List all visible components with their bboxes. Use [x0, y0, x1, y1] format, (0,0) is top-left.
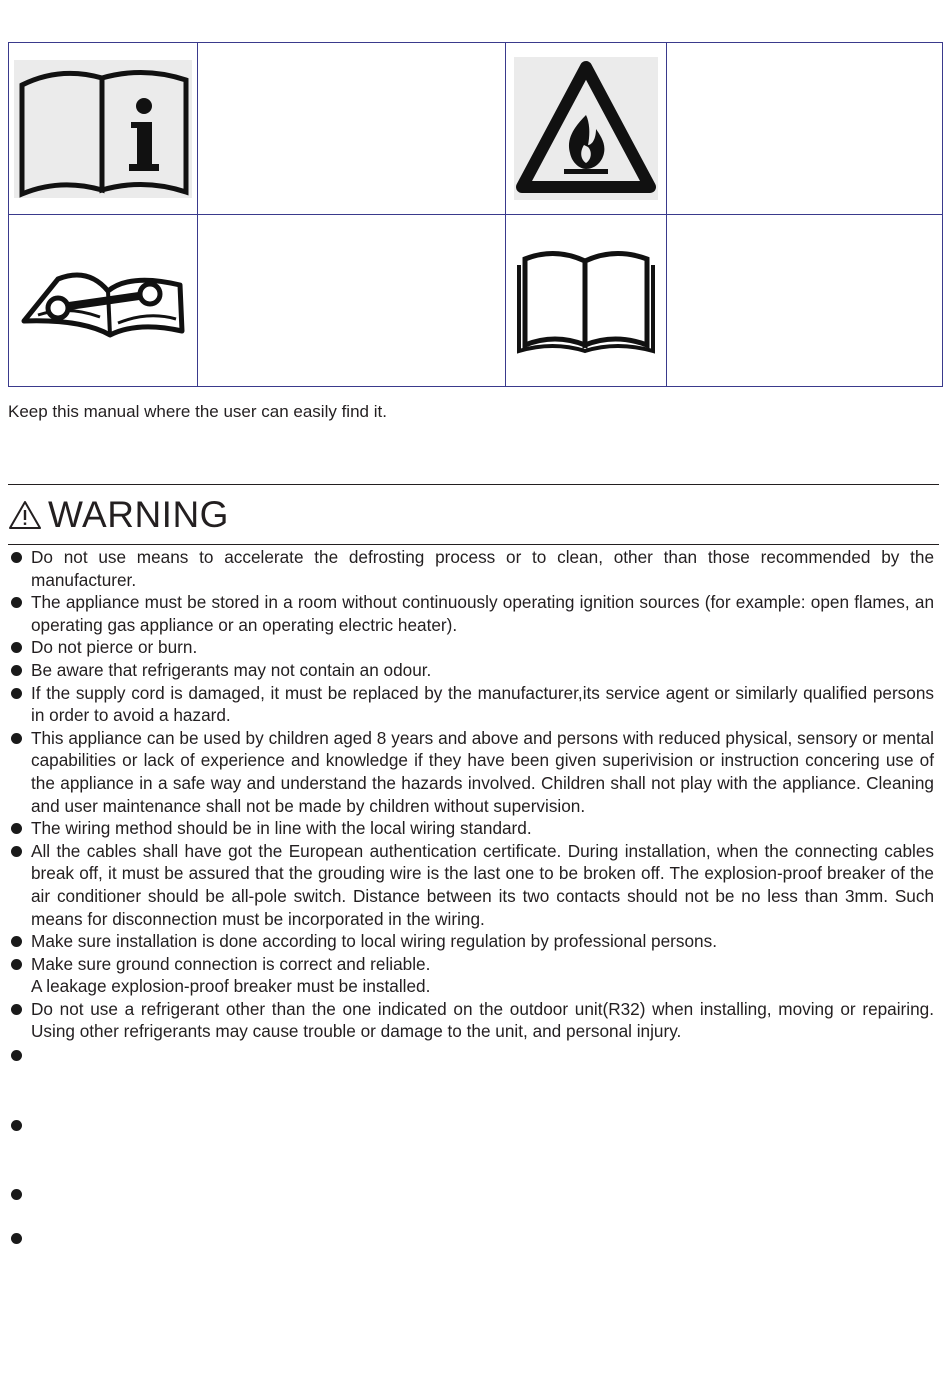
- warning-item: Make sure installation is done according to local wiring regulation by professional persons.: [8, 930, 934, 953]
- operating-manual-icon: [515, 247, 657, 355]
- symbol-cell: [506, 215, 667, 387]
- warning-item: Do not use a refrigerant other than the one indicated on the outdoor unit(R32) when installing, moving or repairing. Using other refrigerants may cause trouble or damage to the unit, and personal injury.: [8, 998, 934, 1043]
- warning-item-text: Make sure ground connection is correct and reliable.: [31, 953, 431, 974]
- empty-bullet: [11, 1050, 22, 1061]
- ground-breaker-note: A leakage explosion-proof breaker must be installed.: [31, 976, 431, 997]
- symbol-description: [198, 215, 506, 387]
- symbol-description: [667, 43, 943, 215]
- warning-item: Do not pierce or burn.: [8, 636, 934, 659]
- warning-item: [8, 953, 934, 998]
- warning-list: [8, 546, 934, 1043]
- warning-item: The appliance must be stored in a room without continuously operating ignition sources (for example: open flames, an operating gas appliance or an operating electric heater).: [8, 591, 934, 636]
- warning-item: If the supply cord is damaged, it must be replaced by the manufacturer,its service agent or similarly qualified persons in order to avoid a hazard.: [8, 682, 934, 727]
- symbols-row: [9, 215, 943, 387]
- read-instructions-icon: [14, 60, 192, 198]
- symbol-description: [198, 43, 506, 215]
- symbol-description: [667, 215, 943, 387]
- warning-item: All the cables shall have got the European authentication certificate. During installation, when the connecting cables break off, it must be assured that the grouding wire is the last one to be broken off. The explosion-proof breaker of the air conditioner should be all-pole switch. Distance between its two contacts should not be no less than 3mm. Such means for disconnection must be incorporated in the wiring.: [8, 840, 934, 930]
- empty-bullet: [11, 1189, 22, 1200]
- warning-triangle-icon: [8, 500, 42, 530]
- empty-bullet: [11, 1233, 22, 1244]
- empty-bullet: [11, 1120, 22, 1131]
- flammable-warning-icon: [514, 57, 658, 200]
- divider: [8, 484, 939, 485]
- warning-title: WARNING: [48, 494, 229, 535]
- warning-item: Be aware that refrigerants may not contain an odour.: [8, 659, 934, 682]
- symbol-cell: [9, 43, 198, 215]
- symbols-table: [8, 42, 943, 387]
- symbol-cell: [9, 215, 198, 387]
- service-manual-icon: [18, 261, 188, 341]
- symbols-row: [9, 43, 943, 215]
- warning-item: The wiring method should be in line with the local wiring standard.: [8, 817, 934, 840]
- warning-heading: [8, 492, 229, 538]
- keep-manual-note: Keep this manual where the user can easily find it.: [8, 402, 387, 421]
- warning-item: This appliance can be used by children aged 8 years and above and persons with reduced physical, sensory or mental capabilities or lack of experience and knowledge if they have been given superivision or instruction concering use of the appliance in a safe way and understand the hazards involved. Children shall not play with the appliance. Cleaning and user maintenance shall not be made by children without supervision.: [8, 727, 934, 817]
- warning-item: Do not use means to accelerate the defrosting process or to clean, other than those recommended by the manufacturer.: [8, 546, 934, 591]
- symbol-cell: [506, 43, 667, 215]
- divider: [8, 544, 939, 545]
